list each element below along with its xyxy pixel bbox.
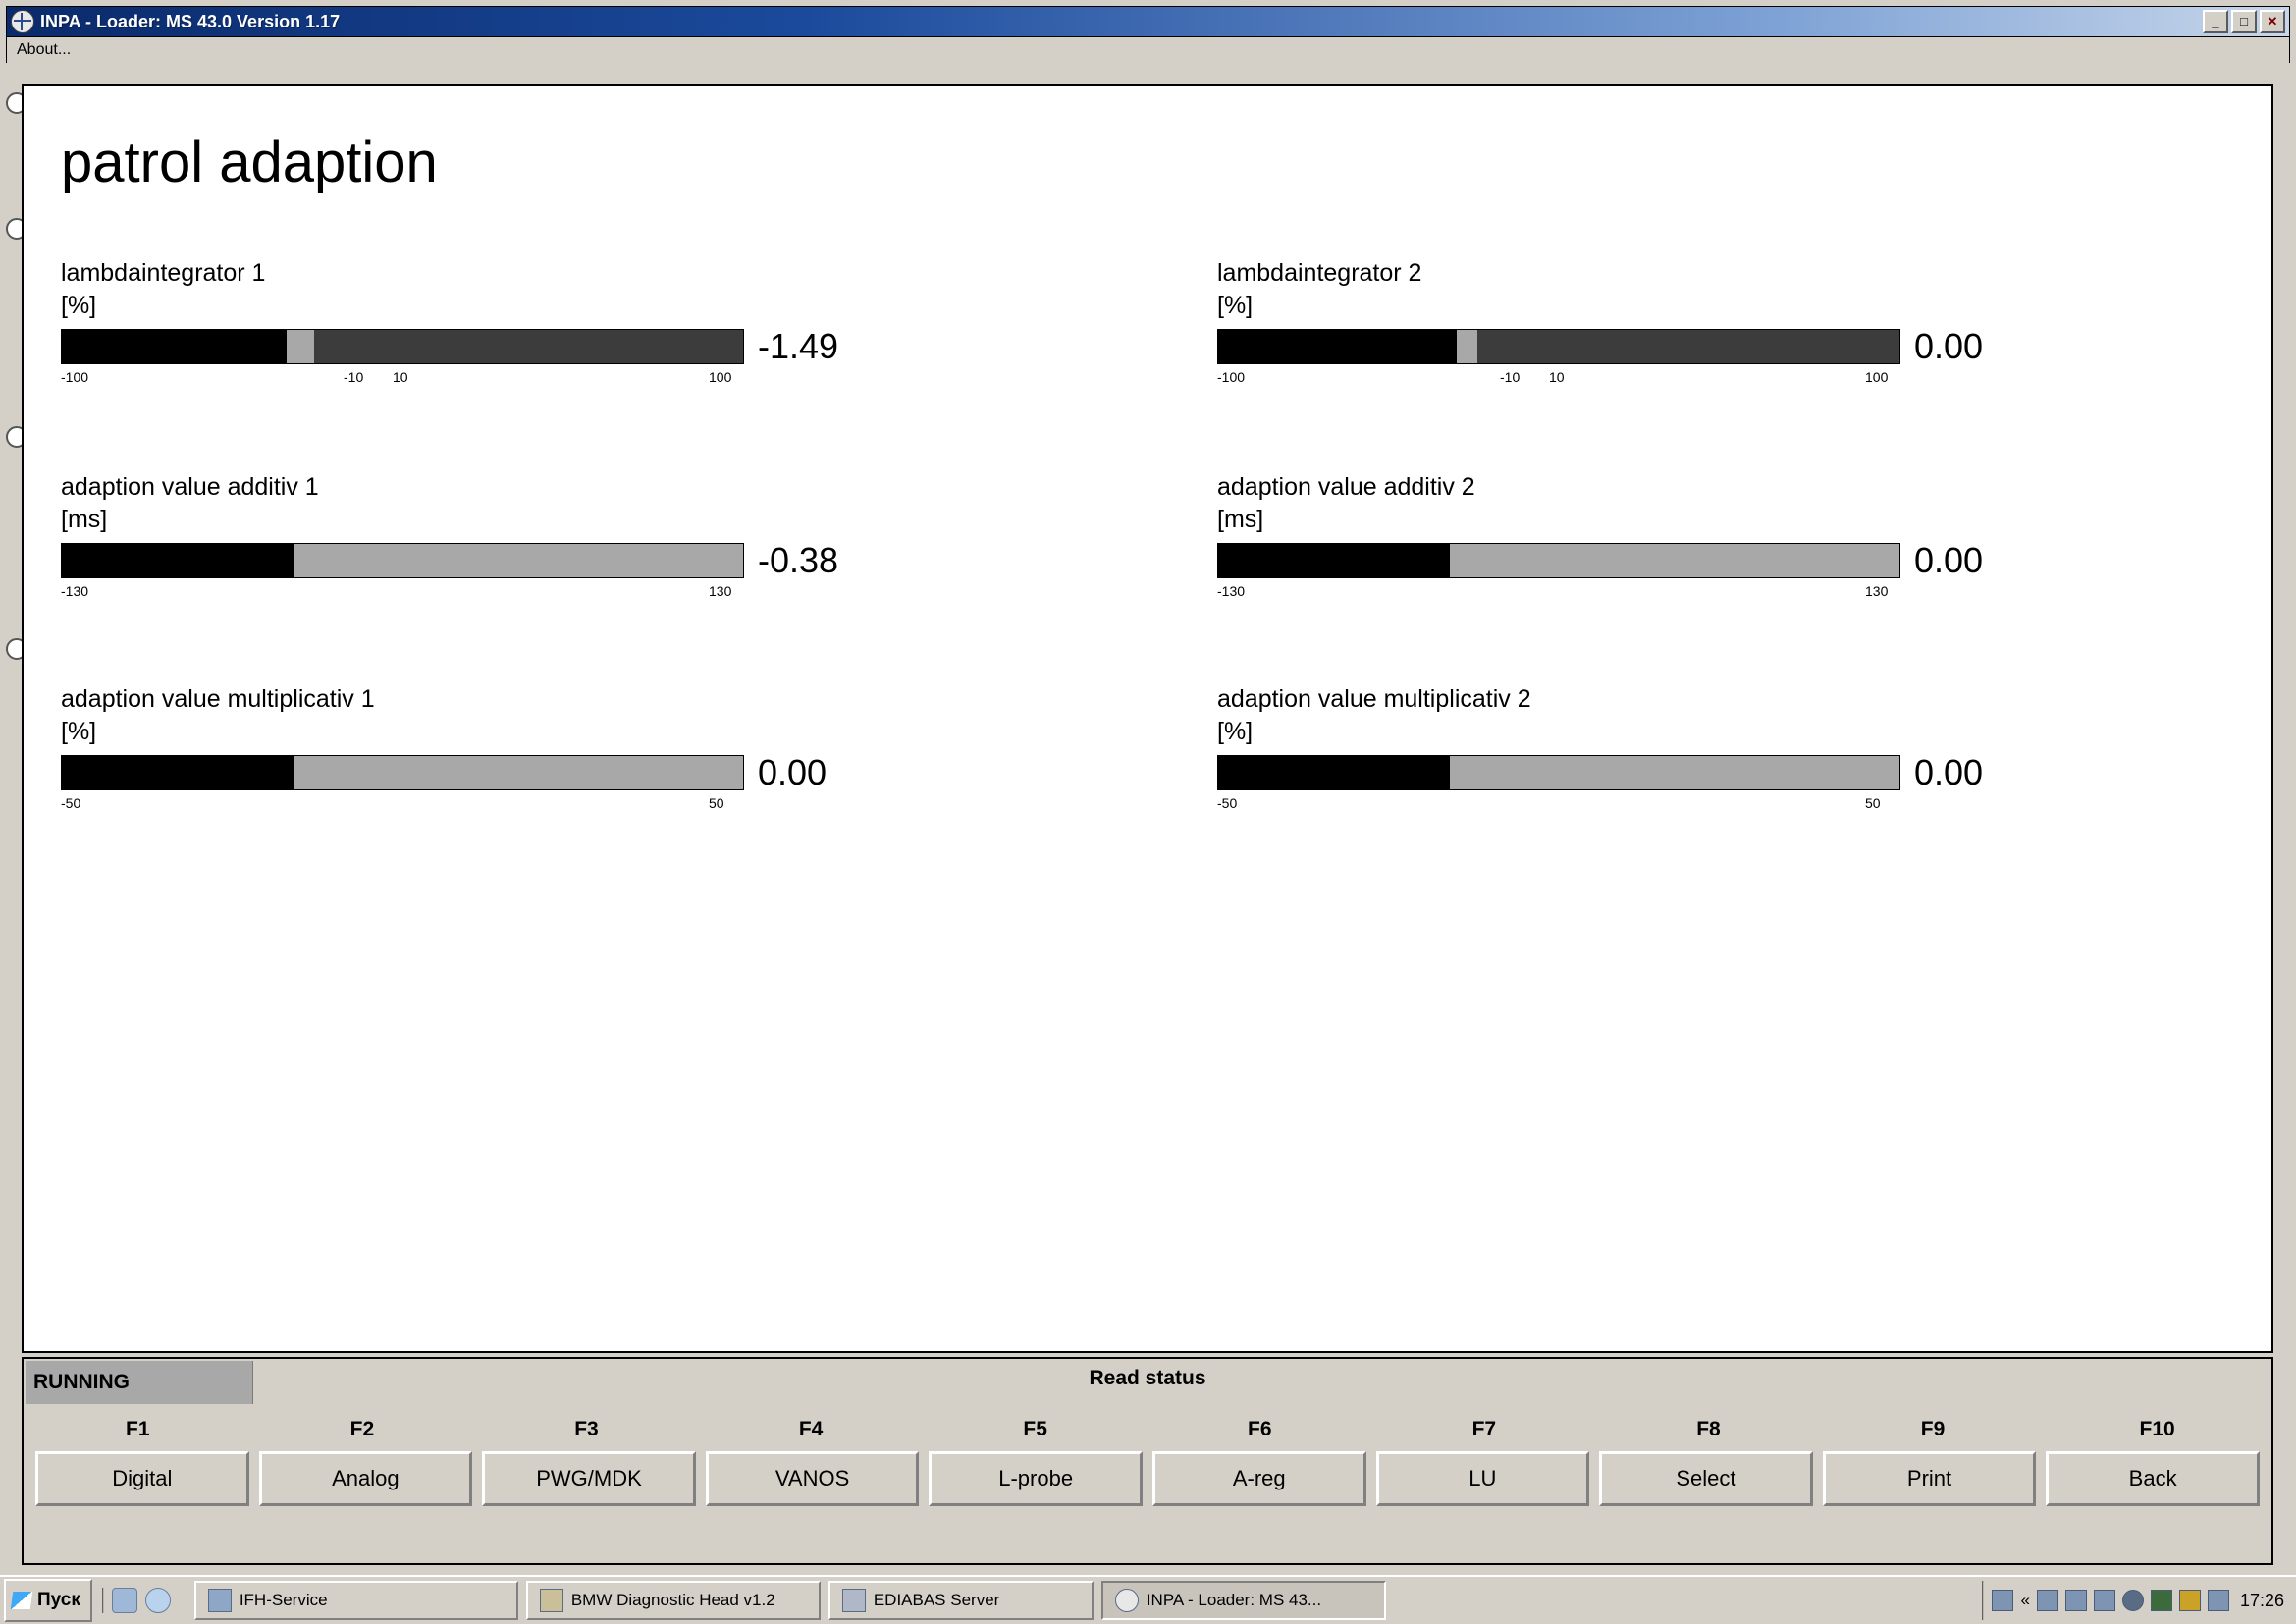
gauge-adaption-value-multiplicativ-1: [61, 683, 866, 813]
gauge-label: adaption value additiv 2: [1217, 473, 1475, 501]
status-badge: [26, 1361, 253, 1404]
system-tray: [1982, 1581, 2292, 1620]
gauge-bar-fill: [62, 330, 287, 363]
scale-tick: 100: [709, 369, 732, 385]
menu-item-about[interactable]: About...: [17, 41, 72, 58]
diagnostic-head-icon: [540, 1589, 563, 1612]
window-controls: [2203, 10, 2285, 33]
gauge-unit: [%]: [61, 718, 97, 745]
gauge-label: lambdaintegrator 2: [1217, 259, 1422, 287]
gauge-label: adaption value multiplicativ 2: [1217, 685, 1531, 713]
network-icon[interactable]: [2037, 1590, 2058, 1611]
scale-tick: -10: [344, 369, 364, 385]
scale-tick: -50: [1217, 795, 1238, 811]
task-button-ifh-service[interactable]: [194, 1581, 518, 1620]
window-title: INPA - Loader: MS 43.0 Version 1.17: [40, 11, 341, 31]
gauge-lambdaintegrator-2: [1217, 257, 2022, 387]
shield-icon[interactable]: [2151, 1590, 2172, 1611]
button-lu[interactable]: LU: [1376, 1451, 1590, 1506]
gauge-bar-fill: [1218, 544, 1450, 577]
page-title: patrol adaption: [61, 131, 438, 194]
gauge-scale: [61, 369, 748, 387]
maximize-button[interactable]: □: [2231, 10, 2257, 33]
function-key-label-f7: F7: [1471, 1418, 1497, 1440]
ifh-service-icon: [208, 1589, 232, 1612]
status-badge-label: RUNNING: [33, 1371, 130, 1393]
scale-tick: -10: [1500, 369, 1521, 385]
gauge-bar-fill: [62, 756, 294, 789]
gauge-unit: [ms]: [1217, 506, 1264, 533]
button-l-probe[interactable]: L-probe: [929, 1451, 1143, 1506]
gauge-value: -0.38: [758, 540, 839, 580]
function-key-label-f10: F10: [2139, 1418, 2175, 1440]
function-key-label-f5: F5: [1023, 1418, 1047, 1440]
scale-tick: 50: [1865, 795, 1881, 811]
battery-icon[interactable]: [2179, 1590, 2201, 1611]
button-vanos[interactable]: VANOS: [706, 1451, 920, 1506]
scale-tick: 10: [393, 369, 408, 385]
function-key-label-f8: F8: [1696, 1418, 1721, 1440]
scale-tick: -130: [1217, 583, 1246, 599]
monitor-icon[interactable]: [2208, 1590, 2229, 1611]
task-button-list: [194, 1581, 1386, 1620]
taskbar: [0, 1575, 2296, 1624]
scale-tick: 10: [1549, 369, 1565, 385]
clock[interactable]: 17:26: [2239, 1590, 2284, 1610]
show-desktop-icon[interactable]: [112, 1588, 137, 1613]
gauge-bar: [1217, 329, 1900, 364]
gauge-bar: [61, 543, 744, 578]
function-key-label-f2: F2: [349, 1418, 375, 1440]
scale-tick: -130: [61, 583, 89, 599]
scale-tick: -50: [61, 795, 81, 811]
function-key-label-f3: F3: [574, 1418, 599, 1440]
gauge-lambdaintegrator-1: [61, 257, 866, 387]
menubar: [6, 37, 2290, 63]
task-button-ediabas-server[interactable]: [828, 1581, 1094, 1620]
ediabas-server-icon: [842, 1589, 866, 1612]
scale-tick: -100: [1217, 369, 1246, 385]
task-button-label: BMW Diagnostic Head v1.2: [570, 1591, 775, 1609]
gauge-unit: [%]: [61, 292, 97, 319]
gauge-unit: [%]: [1217, 718, 1254, 745]
gauge-adaption-value-additiv-1: [61, 471, 866, 601]
network2-icon[interactable]: [2065, 1590, 2087, 1611]
button-analog[interactable]: Analog: [259, 1451, 473, 1506]
function-key-buttons: [35, 1451, 2260, 1506]
scale-tick: 100: [1865, 369, 1889, 385]
scale-tick: 130: [1865, 583, 1889, 599]
gauge-label: lambdaintegrator 1: [61, 259, 266, 287]
button-digital[interactable]: Digital: [35, 1451, 249, 1506]
scale-tick: -100: [61, 369, 89, 385]
gauge-scale: [1217, 369, 1904, 387]
gauge-label: adaption value additiv 1: [61, 473, 319, 501]
task-button-label: IFH-Service: [239, 1591, 328, 1609]
scale-tick: 50: [709, 795, 724, 811]
task-button-label: INPA - Loader: MS 43...: [1146, 1591, 1322, 1609]
function-key-label-f6: F6: [1248, 1418, 1272, 1440]
function-key-labels: [26, 1418, 2269, 1441]
function-key-label-f9: F9: [1920, 1418, 1946, 1440]
gauge-bar: [1217, 755, 1900, 790]
gauge-bar-fill: [62, 544, 294, 577]
network3-icon[interactable]: [2094, 1590, 2115, 1611]
start-button-label: Пуск: [37, 1590, 80, 1610]
gauge-value: 0.00: [1914, 752, 1984, 792]
windows-flag-icon: [11, 1592, 33, 1609]
gauge-bar: [61, 329, 744, 364]
close-button[interactable]: ✕: [2260, 10, 2285, 33]
button-pwg-mdk[interactable]: PWG/MDK: [482, 1451, 696, 1506]
gauge-bar-fill: [1218, 330, 1457, 363]
gauge-scale: [1217, 583, 1904, 601]
gauge-label: adaption value multiplicativ 1: [61, 685, 375, 713]
inpa-window-icon: [11, 10, 34, 33]
chevron-left-icon[interactable]: «: [2020, 1591, 2030, 1609]
gauge-value: 0.00: [758, 752, 828, 792]
gauge-value: 0.00: [1914, 326, 1984, 366]
gauge-unit: [%]: [1217, 292, 1254, 319]
function-key-label-f4: F4: [798, 1418, 824, 1440]
window-titlebar[interactable]: [6, 6, 2290, 37]
gauge-scale: [61, 795, 748, 813]
function-key-label-f1: F1: [126, 1418, 150, 1440]
task-button-inpa-loader[interactable]: [1101, 1581, 1386, 1620]
quick-launch-bar: [102, 1588, 171, 1613]
gauge-bar: [1217, 543, 1900, 578]
button-select[interactable]: Select: [1599, 1451, 1813, 1506]
gauge-scale: [61, 583, 748, 601]
gauge-adaption-value-multiplicativ-2: [1217, 683, 2022, 813]
gauge-unit: [ms]: [61, 506, 108, 533]
info-icon[interactable]: [2122, 1590, 2144, 1611]
inpa-icon: [1115, 1589, 1139, 1612]
internet-explorer-icon[interactable]: [145, 1588, 171, 1613]
minimize-button[interactable]: _: [2203, 10, 2228, 33]
keyboard-layout-icon[interactable]: [1992, 1590, 2013, 1611]
read-status-label: Read status: [1089, 1367, 1206, 1389]
gauge-adaption-value-additiv-2: [1217, 471, 2022, 601]
task-button-diagnostic-head[interactable]: [526, 1581, 821, 1620]
gauge-bar: [61, 755, 744, 790]
status-and-function-keys: [22, 1357, 2273, 1565]
gauge-value: 0.00: [1914, 540, 1984, 580]
button-back[interactable]: Back: [2046, 1451, 2260, 1506]
task-button-label: EDIABAS Server: [873, 1591, 1000, 1609]
gauge-value: -1.49: [758, 326, 839, 366]
button-print[interactable]: Print: [1823, 1451, 2037, 1506]
gauge-bar-fill: [1218, 756, 1450, 789]
gauge-scale: [1217, 795, 1904, 813]
button-a-reg[interactable]: A-reg: [1152, 1451, 1366, 1506]
gauge-bar-dark-zone: [1477, 330, 1899, 363]
start-button[interactable]: [4, 1579, 92, 1622]
gauge-bar-dark-zone: [314, 330, 743, 363]
scale-tick: 130: [709, 583, 732, 599]
